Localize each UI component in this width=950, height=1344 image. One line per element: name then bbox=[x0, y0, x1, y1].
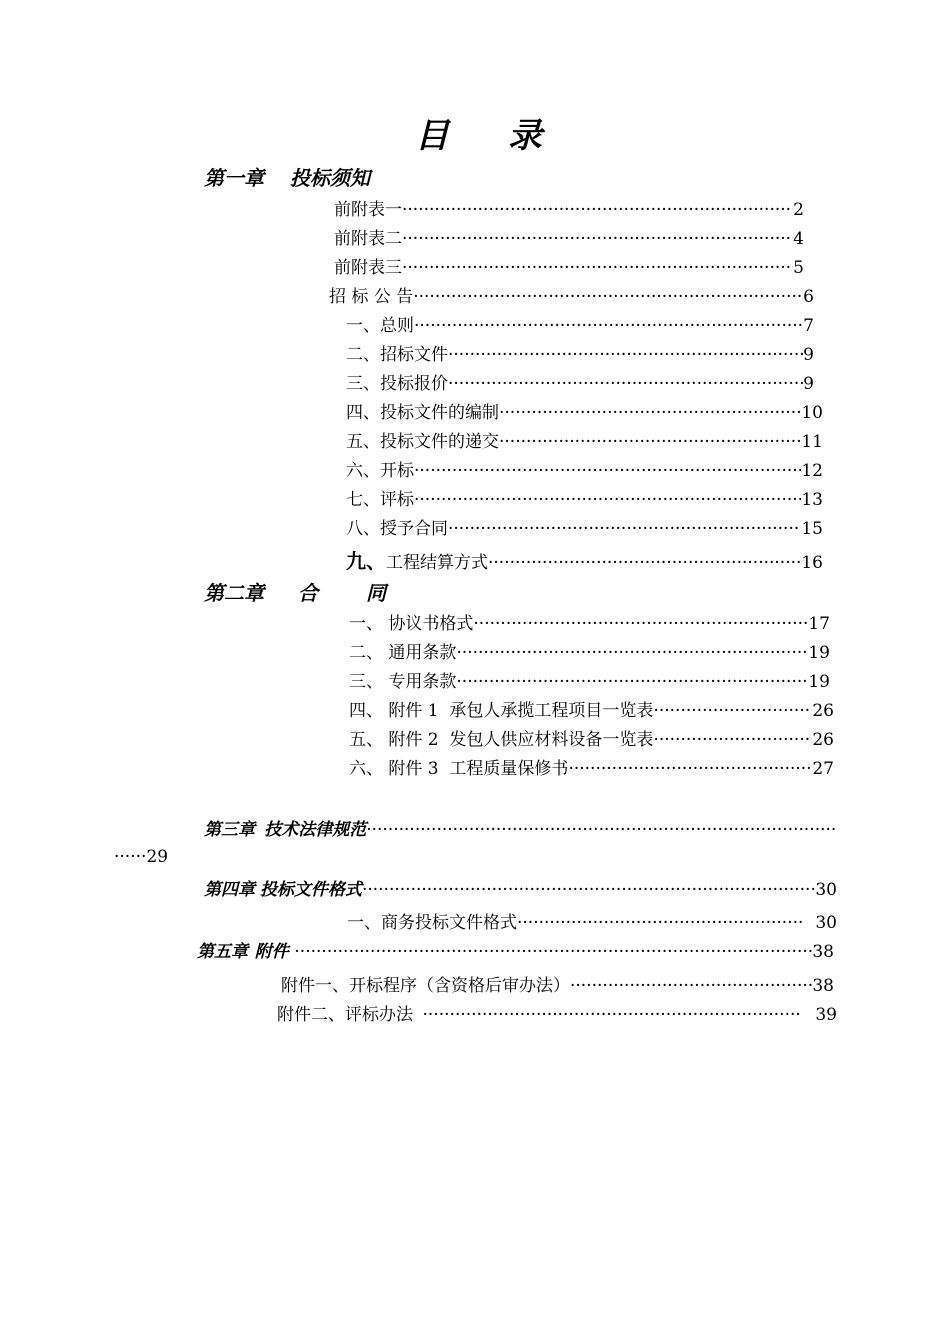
page-number: 38 bbox=[812, 976, 834, 996]
toc-entry[interactable] bbox=[281, 971, 834, 996]
entry-text: 招标文件 bbox=[380, 345, 448, 365]
toc-entry[interactable] bbox=[349, 696, 834, 721]
entry-text: 总则 bbox=[380, 316, 414, 336]
entry-text: 一、商务投标文件格式 bbox=[347, 913, 517, 933]
page-number: 30 bbox=[815, 913, 837, 933]
toc-entry[interactable] bbox=[346, 485, 823, 510]
dot-leader bbox=[499, 403, 801, 423]
chapter-1-heading bbox=[204, 162, 370, 191]
entry-mark: 二、 bbox=[346, 345, 380, 365]
chapter-label: 第五章 bbox=[197, 942, 248, 962]
dot-leader bbox=[488, 553, 801, 573]
page-number: 15 bbox=[801, 519, 823, 539]
entry-text: 工程结算方式 bbox=[386, 553, 488, 573]
page-title bbox=[0, 108, 950, 157]
title-right: 录 bbox=[508, 116, 543, 156]
entry-mark: 六、 bbox=[346, 461, 380, 481]
entry-text: 三、 专用条款 bbox=[349, 672, 457, 692]
page-number: 9 bbox=[803, 374, 814, 394]
entry-text: 授予合同 bbox=[380, 519, 448, 539]
page-number: 2 bbox=[793, 200, 804, 220]
page-number: 12 bbox=[801, 461, 823, 481]
toc-entry[interactable] bbox=[349, 754, 834, 779]
page-number: 38 bbox=[812, 942, 834, 962]
chapter-label: 第三章 bbox=[204, 820, 255, 840]
chapter-name: 投标须知 bbox=[290, 166, 370, 190]
entry-mark: 三、 bbox=[346, 374, 380, 394]
page-number: 7 bbox=[803, 316, 814, 336]
entry-text: 投标文件的编制 bbox=[380, 403, 499, 423]
toc-entry[interactable] bbox=[349, 667, 830, 692]
page-number: 19 bbox=[808, 672, 830, 692]
dot-leader bbox=[499, 432, 801, 452]
chapter-4-heading[interactable] bbox=[204, 875, 837, 900]
chapter-name: 技术法律规范 bbox=[264, 820, 367, 840]
dot-leader bbox=[423, 1005, 802, 1025]
toc-entry[interactable] bbox=[349, 609, 830, 634]
toc-entry[interactable] bbox=[346, 398, 823, 423]
toc-entry[interactable] bbox=[346, 456, 823, 481]
chapter-name-b: 同 bbox=[366, 581, 386, 605]
entry-text: 招 标 公 告 bbox=[329, 287, 414, 307]
entry-mark: 五、 bbox=[346, 432, 380, 452]
dot-leader bbox=[653, 701, 812, 721]
dot-leader bbox=[362, 880, 815, 900]
toc-entry[interactable] bbox=[346, 427, 823, 452]
dot-leader bbox=[473, 614, 808, 634]
toc-entry[interactable] bbox=[349, 638, 830, 663]
toc-entry[interactable] bbox=[346, 369, 814, 394]
chapter-3-page-line bbox=[114, 847, 168, 867]
chapter-label: 第一章 bbox=[204, 166, 264, 190]
page-number: 27 bbox=[812, 759, 834, 779]
page-number: 6 bbox=[803, 287, 814, 307]
entry-text: 前附表三 bbox=[334, 258, 402, 278]
toc-entry[interactable] bbox=[334, 253, 804, 278]
dot-leader bbox=[414, 461, 801, 481]
chapter-name: 投标文件格式 bbox=[259, 880, 362, 900]
entry-text: 一、 协议书格式 bbox=[349, 614, 474, 634]
dot-leader bbox=[414, 316, 803, 336]
entry-text: 前附表二 bbox=[334, 229, 402, 249]
dot-leader bbox=[448, 345, 803, 365]
chapter-label: 第四章 bbox=[204, 880, 255, 900]
page-number: 13 bbox=[801, 490, 823, 510]
entry-text: 评标 bbox=[380, 490, 414, 510]
entry-text: 四、 附件 1 承包人承揽工程项目一览表 bbox=[349, 701, 654, 721]
page-number: 26 bbox=[812, 701, 834, 721]
dot-leader bbox=[414, 490, 801, 510]
entry-text: 六、 附件 3 工程质量保修书 bbox=[349, 759, 569, 779]
dot-leader bbox=[456, 672, 808, 692]
chapter-3-heading[interactable] bbox=[204, 815, 836, 840]
chapter-2-heading bbox=[204, 577, 386, 606]
entry-mark: 一、 bbox=[346, 316, 380, 336]
dot-leader bbox=[653, 730, 812, 750]
page-number: 17 bbox=[808, 614, 830, 634]
chapter-5-heading[interactable] bbox=[197, 937, 834, 962]
entry-text: 投标报价 bbox=[380, 374, 448, 394]
dot-leader bbox=[456, 643, 808, 663]
toc-entry[interactable] bbox=[329, 282, 814, 307]
chapter-label: 第二章 bbox=[204, 581, 264, 605]
dot-leader bbox=[413, 287, 803, 307]
page-number: 26 bbox=[812, 730, 834, 750]
toc-entry[interactable] bbox=[334, 224, 804, 249]
page-number: 11 bbox=[801, 432, 823, 452]
dot-leader bbox=[568, 759, 812, 779]
dot-leader bbox=[402, 229, 793, 249]
toc-entry[interactable] bbox=[277, 1000, 837, 1025]
toc-entry[interactable] bbox=[349, 725, 834, 750]
page-number: 5 bbox=[793, 258, 804, 278]
entry-text: 投标文件的递交 bbox=[380, 432, 499, 452]
page-number: 4 bbox=[793, 229, 804, 249]
entry-text: 五、 附件 2 发包人供应材料设备一览表 bbox=[349, 730, 654, 750]
toc-entry[interactable] bbox=[347, 908, 837, 933]
toc-entry[interactable] bbox=[346, 514, 823, 539]
page-number: 30 bbox=[815, 880, 837, 900]
toc-entry[interactable] bbox=[346, 545, 823, 574]
dot-leader bbox=[402, 200, 793, 220]
title-left: 目 bbox=[415, 116, 450, 156]
page-number: 19 bbox=[808, 643, 830, 663]
page-number: 16 bbox=[801, 553, 823, 573]
dot-leader bbox=[448, 519, 801, 539]
toc-entry[interactable] bbox=[346, 311, 814, 336]
entry-text: 附件二、评标办法 bbox=[277, 1005, 419, 1025]
chapter-name: 附件 bbox=[254, 942, 289, 962]
page-number: 9 bbox=[803, 345, 814, 365]
dot-leader bbox=[294, 942, 812, 962]
entry-text: 开标 bbox=[380, 461, 414, 481]
entry-mark: 八、 bbox=[346, 519, 380, 539]
dot-leader bbox=[402, 258, 793, 278]
page-number: 29 bbox=[146, 847, 169, 867]
dot-leader bbox=[517, 913, 805, 933]
entry-mark: 四、 bbox=[346, 403, 380, 423]
entry-text: 附件一、开标程序（含资格后审办法） bbox=[281, 976, 570, 996]
dot-leader-wrap: ······ bbox=[114, 847, 147, 867]
dot-leader bbox=[448, 374, 803, 394]
entry-mark: 九、 bbox=[346, 549, 386, 573]
page-number: 10 bbox=[801, 403, 823, 423]
dot-leader bbox=[570, 976, 812, 996]
toc-entry[interactable] bbox=[346, 340, 814, 365]
chapter-name-a: 合 bbox=[298, 581, 318, 605]
dot-leader bbox=[366, 820, 836, 840]
entry-text: 二、 通用条款 bbox=[349, 643, 457, 663]
entry-text: 前附表一 bbox=[334, 200, 402, 220]
entry-mark: 七、 bbox=[346, 490, 380, 510]
page-number: 39 bbox=[815, 1005, 837, 1025]
toc-entry[interactable] bbox=[334, 195, 804, 220]
